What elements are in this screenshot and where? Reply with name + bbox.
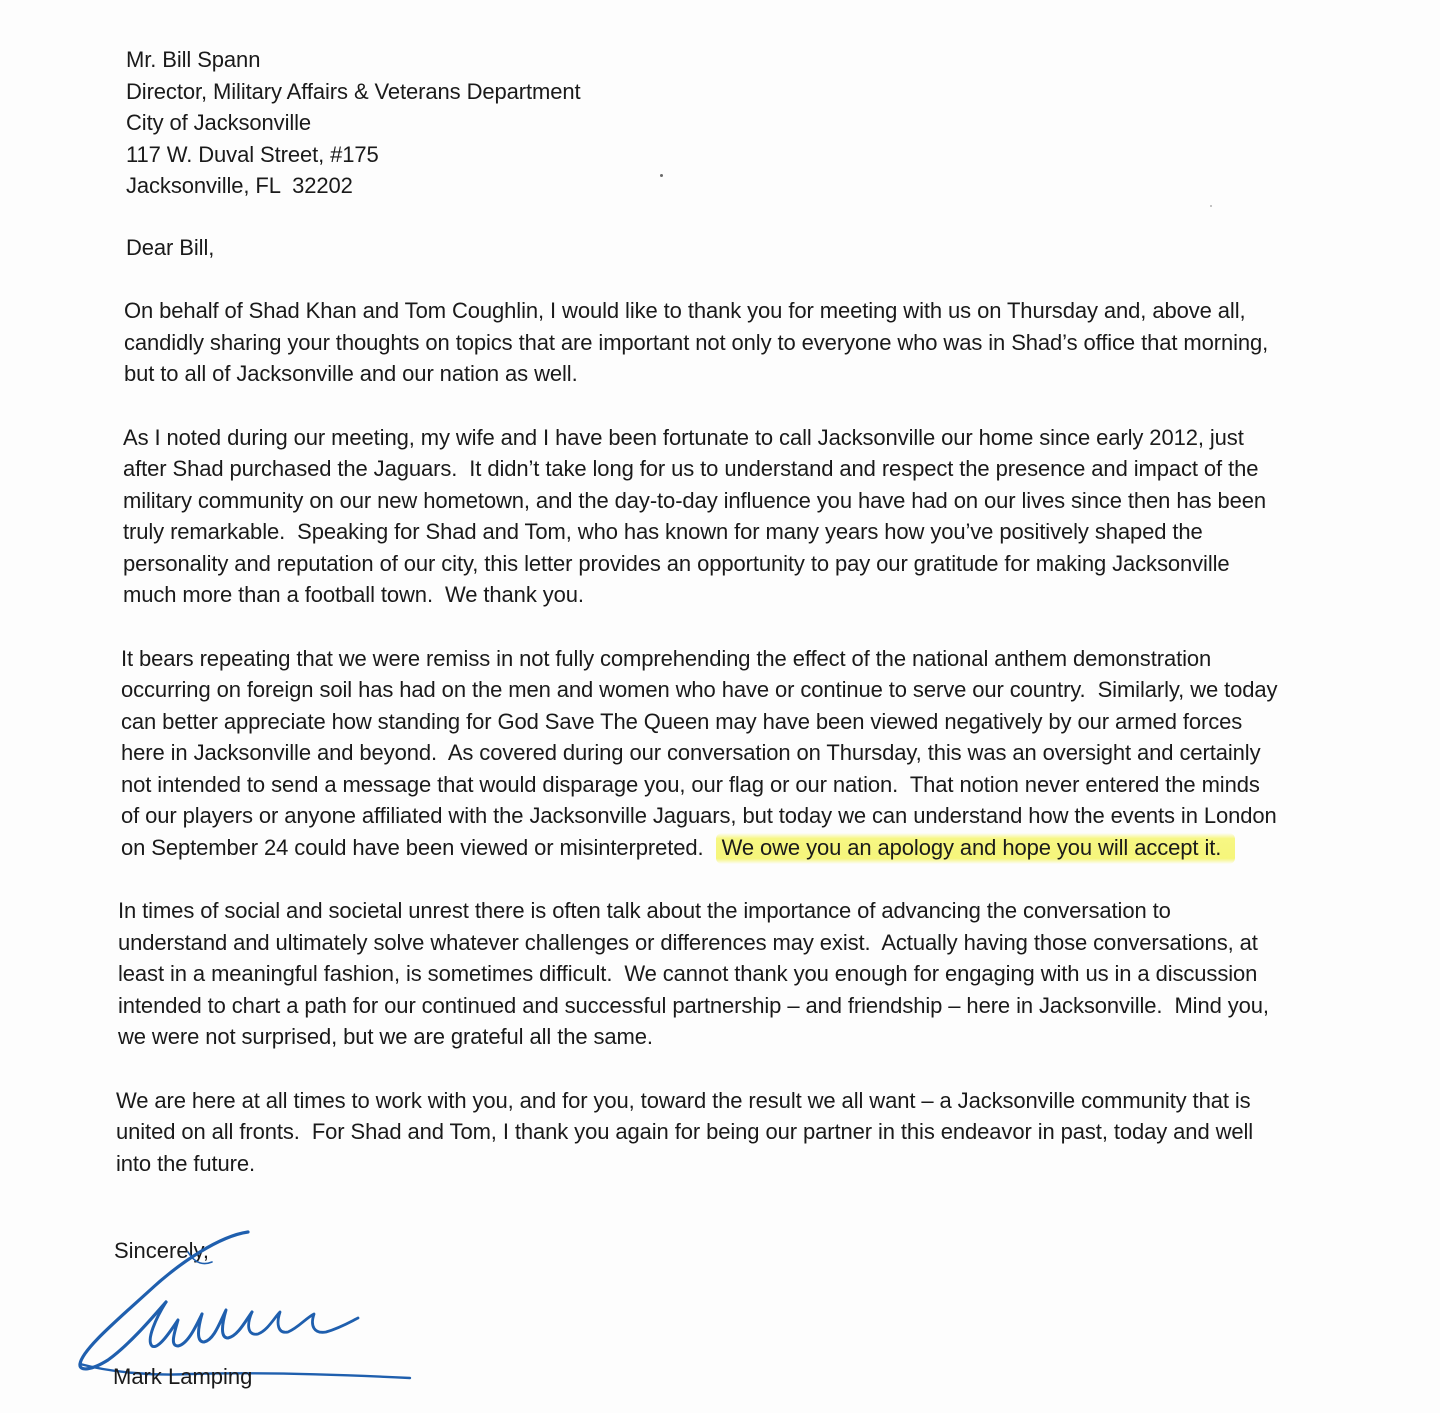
scan-speck (1210, 205, 1212, 207)
recipient-city-state-zip: Jacksonville, FL 32202 (126, 173, 353, 198)
highlighted-apology: We owe you an apology and hope you will accept it. (716, 833, 1236, 864)
recipient-address-block (126, 44, 1278, 202)
salutation: Dear Bill, (126, 234, 215, 260)
paragraph-3-text: It bears repeating that we were remiss in not fully comprehending the effect of the national anthem demonstration occurring on foreign soil has had on the men and women who have or continue to serve our country. Similarly, we today can better appreciate how standing for God Save The Queen may have been viewed negatively by our armed forces here in Jacksonville and beyond. As covered during our conversation on Thursday, this was an oversight and certainly not intended to send a message that would disparage you, our flag or our nation. That notion never entered the minds of our players or anyone affiliated with the Jacksonville Jaguars, but today we can understand how the events in London on September 24 could have been viewed or misinterpreted. (121, 645, 1284, 860)
paragraph-4: In times of social and societal unrest there is often talk about the importance of advancing the conversation to understand and ultimately solve whatever challenges or differences may exist. Actually having those conversations, at least in a meaningful fashion, is sometimes difficult. We cannot thank you enough for engaging with us in a discussion intended to chart a path for our continued and successful partnership – and friendship – here in Jacksonville. Mind you, we were not surprised, but we are grateful all the same. (118, 898, 1275, 1049)
paragraph-5: We are here at all times to work with you, and for you, toward the result we all want – a Jacksonville community that is united on all fronts. For Shad and Tom, I thank you again for being our partner in this endeavor in past, today and well into the future. (116, 1087, 1260, 1176)
paragraph-3 (121, 643, 1284, 864)
recipient-name: Mr. Bill Spann (126, 47, 261, 72)
scan-speck (660, 174, 663, 177)
paragraph-1: On behalf of Shad Khan and Tom Coughlin, I would like to thank you for meeting with us on Thursday and, above all, candidly sharing your thoughts on topics that are important not only to everyone who was in Shad’s office that morning, but to all of Jacksonville and our nation as well. (124, 298, 1275, 386)
signer-name: Mark Lamping (113, 1364, 253, 1389)
closing: Sincerely, (114, 1238, 209, 1263)
recipient-title: Director, Military Affairs & Veterans Department (126, 78, 581, 104)
paragraph-2: As I noted during our meeting, my wife and I have been fortunate to call Jacksonville our home since early 2012, just after Shad purchased the Jaguars. It didn’t take long for us to understand and respect the presence and impact of the military community on our new hometown, and the day-to-day influence you have had on our lives since then has been truly remarkable. Speaking for Shad and Tom, who has known for many years how you’ve positively shaped the personality and reputation of our city, this letter provides an opportunity to pay our gratitude for making Jacksonville much more than a football town. We thank you. (123, 424, 1273, 607)
letter-body (116, 44, 1284, 1179)
recipient-street: 117 W. Duval Street, #175 (126, 141, 379, 167)
recipient-organization: City of Jacksonville (126, 110, 312, 135)
